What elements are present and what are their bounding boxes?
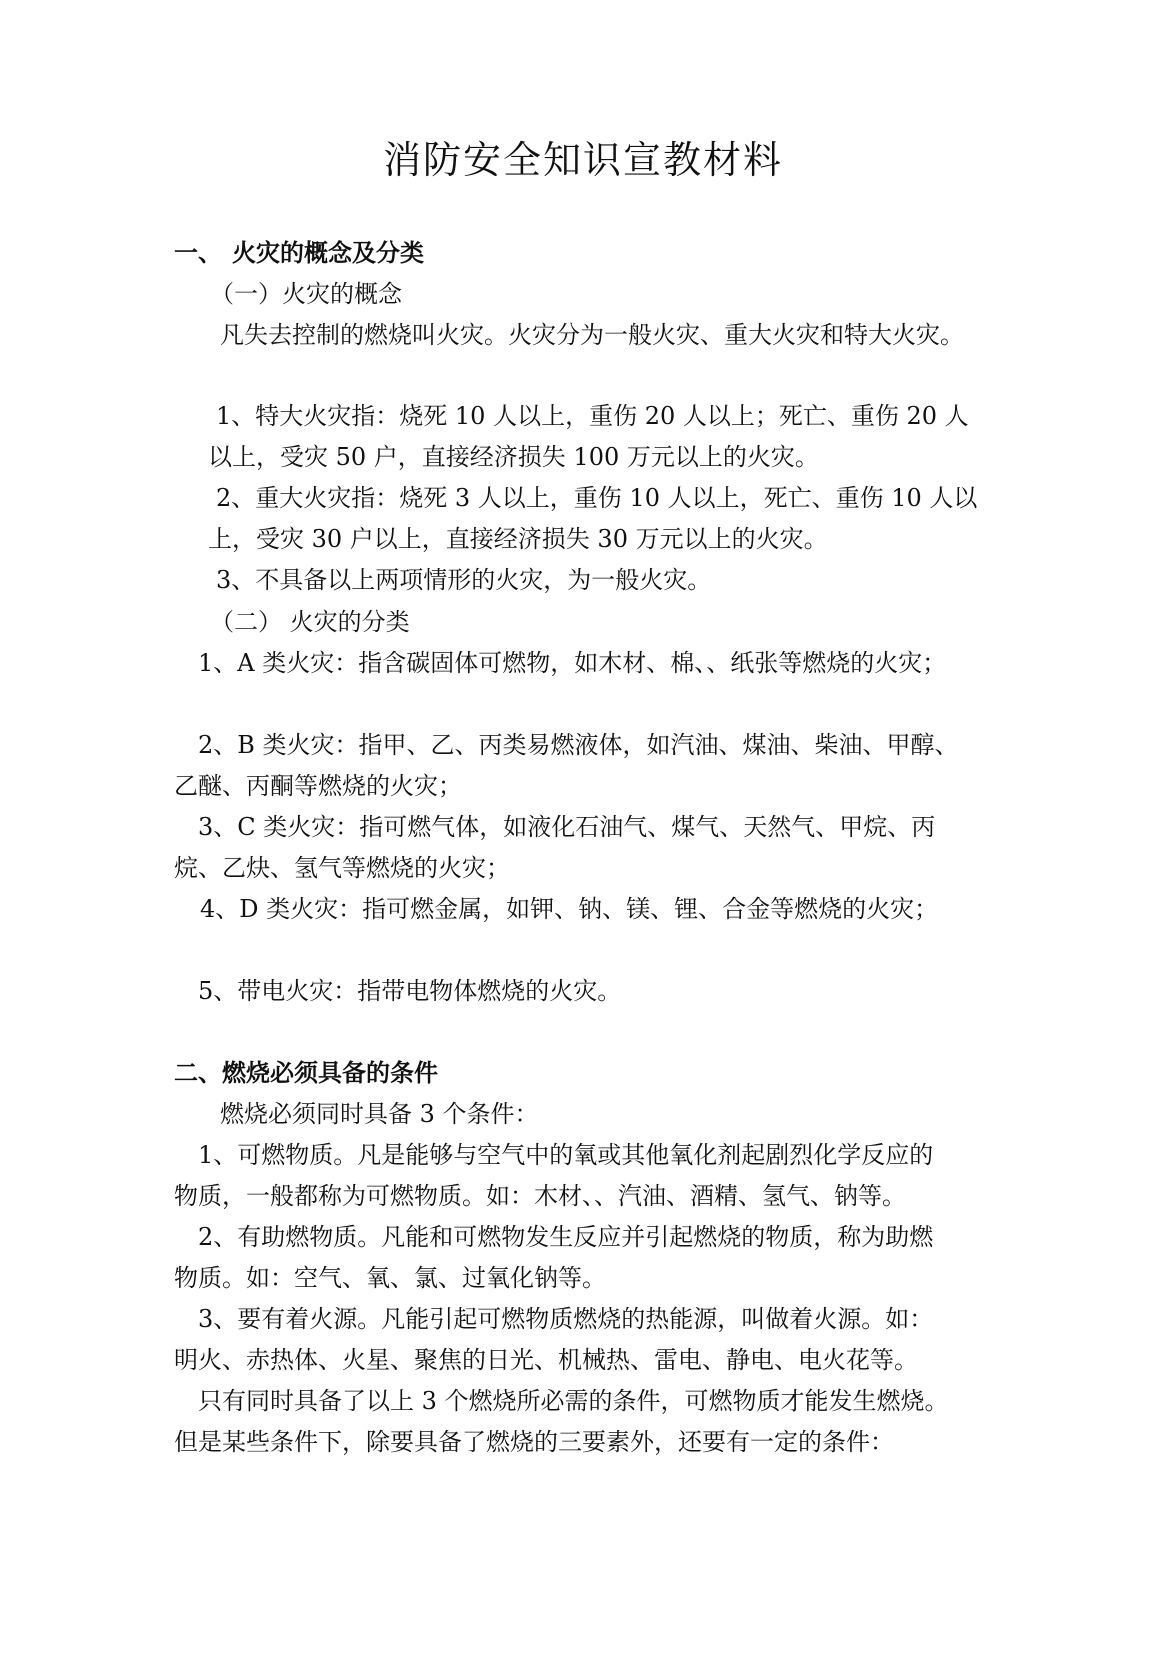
ignition-line-2: 明火、赤热体、火星、聚焦的日光、机械热、雷电、静电、电火花等。 [174, 1346, 918, 1374]
combustible-line-1: 1、可燃物质。凡是能够与空气中的氧或其他氧化剂起剧烈化学反应的 [198, 1141, 934, 1169]
conclusion-line-2: 但是某些条件下，除要具备了燃烧的三要素外，还要有一定的条件： [174, 1428, 894, 1456]
combustible-line-2: 物质，一般都称为可燃物质。如：木材、、汽油、酒精、氢气、钠等。 [174, 1182, 906, 1210]
ignition-line-1: 3、要有着火源。凡能引起可燃物质燃烧的热能源，叫做着火源。如： [198, 1305, 934, 1333]
major-fire-line-1: 1、特大火灾指：烧死 10 人以上，重伤 20 人以上；死亡、重伤 20 人 [216, 402, 969, 430]
class-b-fire-line-1: 2、B 类火灾：指甲、乙、丙类易燃液体，如汽油、煤油、柴油、甲醇、 [198, 731, 959, 759]
subsection-2-heading: （二） 火灾的分类 [210, 608, 410, 636]
electrical-fire: 5、带电火灾：指带电物体燃烧的火灾。 [198, 977, 622, 1005]
section-1-number: 一、 [174, 238, 222, 267]
section-1-heading: 火灾的概念及分类 [232, 238, 424, 267]
section-2-heading: 二、燃烧必须具备的条件 [174, 1058, 438, 1087]
page-title: 消防安全知识宣教材料 [382, 138, 783, 182]
conditions-intro: 燃烧必须同时具备 3 个条件： [220, 1100, 539, 1128]
oxidizer-line-1: 2、有助燃物质。凡能和可燃物发生反应并引起燃烧的物质，称为助燃 [198, 1223, 934, 1251]
class-d-fire: 4、D 类火灾：指可燃金属，如钾、钠、镁、锂、合金等燃烧的火灾； [200, 895, 939, 923]
class-a-fire: 1、A 类火灾：指含碳固体可燃物，如木材、棉、、纸张等燃烧的火灾； [198, 649, 947, 677]
class-c-fire-line-1: 3、C 类火灾：指可燃气体，如液化石油气、煤气、天然气、甲烷、丙 [198, 813, 936, 841]
fire-definition: 凡失去控制的燃烧叫火灾。火灾分为一般火灾、重大火灾和特大火灾。 [220, 321, 964, 349]
serious-fire-line-2: 上，受灾 30 户以上，直接经济损失 30 万元以上的火灾。 [208, 525, 828, 553]
general-fire: 3、不具备以上两项情形的火灾，为一般火灾。 [216, 566, 712, 594]
class-c-fire-line-2: 烷、乙炔、氢气等燃烧的火灾； [174, 854, 510, 882]
major-fire-line-2: 以上，受灾 50 户，直接经济损失 100 万元以上的火灾。 [208, 443, 819, 471]
serious-fire-line-1: 2、重大火灾指：烧死 3 人以上，重伤 10 人以上，死亡、重伤 10 人以 [216, 484, 978, 512]
oxidizer-line-2: 物质。如：空气、氧、氯、过氧化钠等。 [174, 1264, 606, 1292]
conclusion-line-1: 只有同时具备了以上 3 个燃烧所必需的条件，可燃物质才能发生燃烧。 [198, 1387, 949, 1415]
subsection-1-heading: （一）火灾的概念 [210, 280, 402, 308]
class-b-fire-line-2: 乙醚、丙酮等燃烧的火灾； [174, 772, 462, 800]
